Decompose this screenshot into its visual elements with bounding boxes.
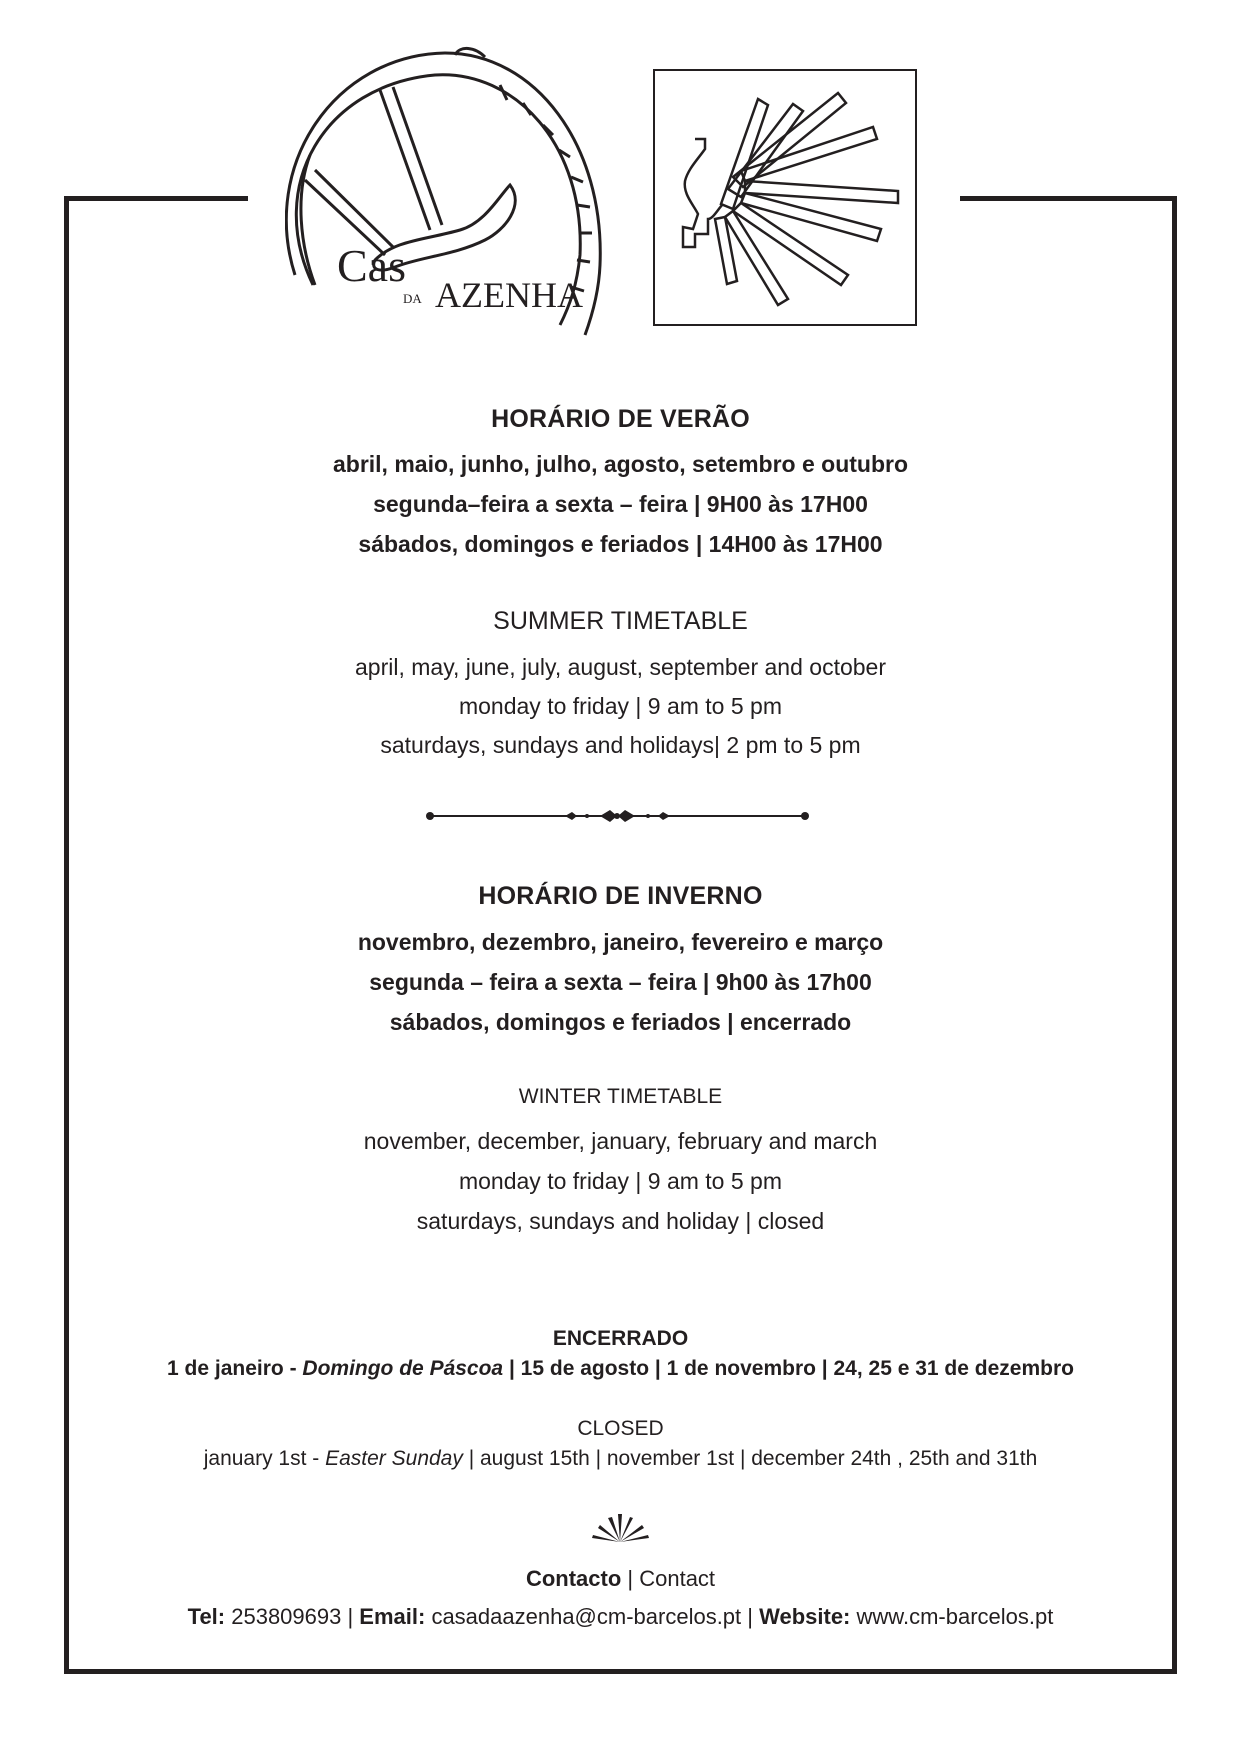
scallop-shell-icon [653,69,918,327]
winter-months-en: november, december, january, february and march [363,1128,878,1154]
ornament-divider-icon [425,806,810,826]
winter-weekend-en: saturdays, sundays and holiday | closed [416,1208,825,1234]
casa-da-azenha-logo [285,45,625,345]
closed-title-pt: ENCERRADO [552,1327,689,1350]
winter-title-en: WINTER TIMETABLE [518,1085,723,1108]
svg-text:DA: DA [403,291,422,306]
summer-months-pt: abril, maio, junho, julho, agosto, setembro e outubro [332,451,909,477]
water-wheel-icon [285,45,625,345]
tel-value[interactable]: 253809693 | [225,1604,360,1629]
website-label: Website: [759,1604,851,1629]
tel-label: Tel: [187,1604,226,1629]
summer-weekdays-en: monday to friday | 9 am to 5 pm [458,693,782,719]
ornamental-divider [425,806,810,826]
closed-dates-pt-easter: Domingo de Páscoa [302,1357,504,1380]
summer-title-en: SUMMER TIMETABLE [493,607,748,635]
svg-text:Cas: Cas [337,240,406,291]
winter-months-pt: novembro, dezembro, janeiro, fevereiro e março [357,929,884,955]
scallop-shell-logo [653,69,918,327]
closed-dates-en-part1: january 1st - [203,1447,326,1470]
closed-dates-pt-part1: 1 de janeiro - [167,1357,303,1380]
winter-weekend-pt: sábados, domingos e feriados | encerrado [389,1009,852,1035]
frame-top-left [64,196,248,201]
summer-title-pt: HORÁRIO DE VERÃO [491,405,750,433]
summer-weekend-pt: sábados, domingos e feriados | 14H00 às 17H00 [358,531,883,557]
plant-ornament [590,1510,650,1544]
summer-months-en: april, may, june, july, august, september and october [355,654,886,680]
summer-weekend-en: saturdays, sundays and holidays| 2 pm to 5 pm [380,732,861,758]
plant-sprout-icon [590,1510,650,1544]
contact-details [0,1604,1241,1630]
closed-dates-en-part2: | august 15th | november 1st | december 24th , 25th and 31th [462,1447,1038,1470]
winter-weekdays-pt: segunda – feira a sexta – feira | 9h00 às 17h00 [369,969,872,995]
frame-bottom [64,1669,1177,1674]
closed-dates-en [0,1447,1241,1471]
contact-separator: | [621,1566,640,1591]
email-link[interactable]: casadaazenha@cm-barcelos.pt | [425,1604,760,1629]
contact-heading [0,1566,1241,1592]
contact-title-en: Contact [639,1566,716,1591]
email-label: Email: [359,1604,426,1629]
frame-top-right [960,196,1177,201]
winter-title-pt: HORÁRIO DE INVERNO [478,882,763,910]
closed-dates-en-easter: Easter Sunday [325,1447,463,1470]
website-link[interactable]: www.cm-barcelos.pt [850,1604,1054,1629]
closed-title-en: CLOSED [577,1417,664,1440]
svg-text:AZENHA: AZENHA [435,275,583,315]
closed-dates-pt-part2: | 15 de agosto | 1 de novembro | 24, 25 e 31 de dezembro [503,1357,1074,1380]
winter-weekdays-en: monday to friday | 9 am to 5 pm [458,1168,782,1194]
summer-weekdays-pt: segunda–feira a sexta – feira | 9H00 às 17H00 [373,491,868,517]
contact-title-pt: Contacto [525,1566,622,1591]
closed-dates-pt [0,1357,1241,1381]
